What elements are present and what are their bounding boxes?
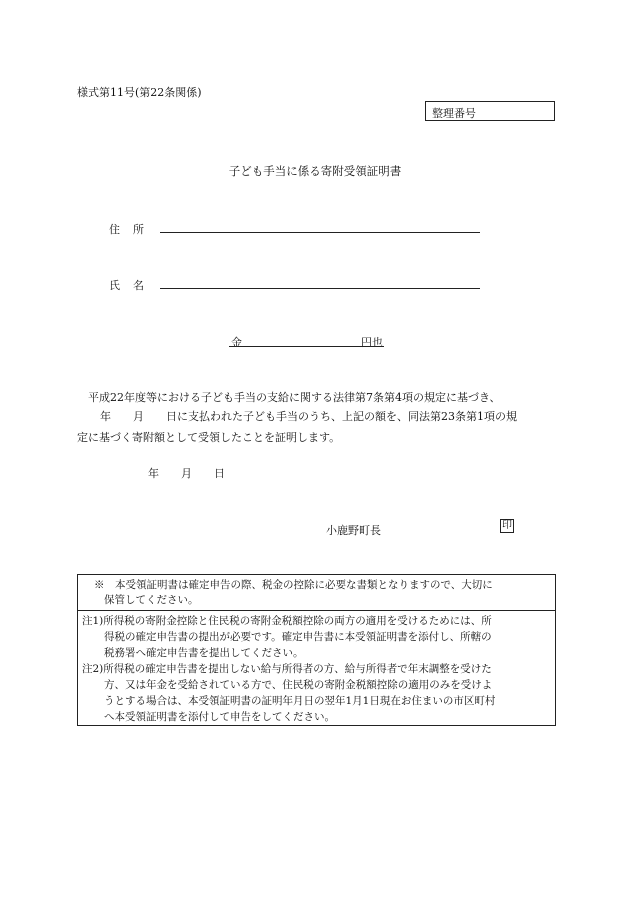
note1-line-3: 税務署へ確定申告書を提出してください。 [104, 647, 304, 659]
body-text-line-2: 年 月 日に支払われた子ども手当のうち、上記の額を、同法第23条第1項の規 [100, 410, 517, 423]
address-line [160, 232, 480, 233]
reference-number-box [425, 101, 555, 121]
notes-box [77, 574, 556, 726]
amount-suffix: 円也 [361, 336, 383, 349]
amount-prefix: 金 [231, 336, 242, 349]
signer-title: 小鹿野町長 [326, 524, 381, 537]
document-title: 子ども手当に係る寄附受領証明書 [228, 164, 402, 178]
body-text-line-1: 平成22年度等における子ども手当の支給に関する法律第7条第4項の規定に基づき、 [88, 391, 501, 404]
note2-line-1: 注2)所得税の確定申告書を提出しない給与所得者の方、給与所得者で年末調整を受けた [82, 663, 492, 675]
note2-line-3: うとする場合は、本受領証明書の証明年月日の翌年1月1日現在お住まいの市区町村 [104, 695, 496, 707]
note1-line-1: 注1)所得税の寄附金控除と住民税の寄附金税額控除の両方の適用を受けるためには、所 [82, 615, 492, 627]
caution-line-1: ※ 本受領証明書は確定申告の際、税金の控除に必要な書類となりますので、大切に [94, 579, 493, 591]
caution-line-2: 保管してください。 [104, 594, 199, 606]
note2-line-2: 方、又は年金を受給されている方で、住民税の寄附金税額控除の適用のみを受けよ [104, 679, 493, 691]
seal-mark: 印 [502, 520, 512, 531]
form-number: 様式第11号(第22条関係) [77, 86, 202, 99]
note1-line-2: 得税の確定申告書の提出が必要です。確定申告書に本受領証明書を添付し、所轄の [104, 631, 492, 643]
address-label: 住 所 [109, 223, 145, 236]
body-text-line-3: 定に基づく寄附額として受領したことを証明します。 [77, 431, 341, 444]
amount-field [231, 334, 383, 350]
reference-number-label: 整理番号 [432, 107, 476, 120]
note2-line-4: へ本受領証明書を添付して申告をしてください。 [104, 711, 335, 723]
name-line [160, 288, 480, 289]
amount-underline [229, 346, 384, 347]
notes-divider [78, 610, 555, 611]
certification-date: 年 月 日 [148, 467, 225, 480]
name-label: 氏 名 [109, 279, 145, 292]
